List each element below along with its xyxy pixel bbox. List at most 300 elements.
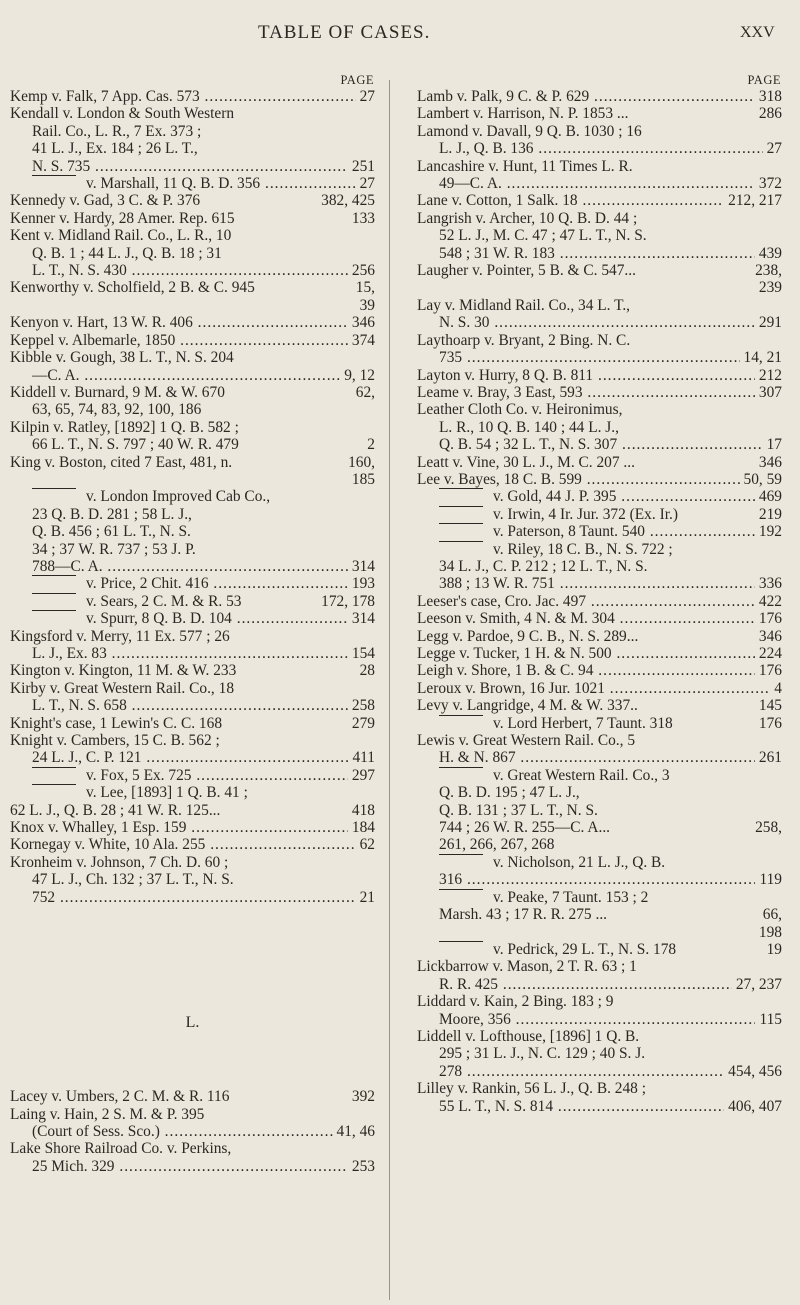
case-citation: Kenworthy v. Scholfield, 2 B. & C. 945 [10, 279, 255, 297]
case-entry-line [417, 436, 782, 453]
page-reference: 62, [355, 383, 375, 401]
case-citation: Lacey v. Umbers, 2 C. M. & R. 116 [10, 1088, 230, 1106]
case-entry [10, 819, 375, 836]
case-entry-line [10, 279, 375, 296]
case-citation: Kendall v. London & South Western [10, 105, 235, 123]
page-reference: 291 [758, 314, 782, 332]
case-entry [417, 297, 782, 332]
case-citation: 278 ..... [439, 1063, 724, 1080]
case-entry-line [417, 488, 782, 505]
case-entry-line [417, 227, 782, 244]
case-citation: Knight v. Cambers, 15 C. B. 562 ; [10, 732, 220, 750]
case-entry-line [417, 958, 782, 975]
case-entry-line [417, 1011, 782, 1028]
page-reference: 256 [351, 262, 375, 280]
page-reference: 14, 21 [743, 349, 782, 367]
case-entry [417, 958, 782, 993]
case-entry [10, 454, 375, 489]
page-column-label: PAGE [747, 73, 781, 87]
ditto-dash [32, 610, 76, 623]
case-citation: (Court of Sess. Sco.) ..... [32, 1123, 333, 1140]
case-entry-line [417, 558, 782, 575]
case-entry-line [10, 645, 375, 662]
case-entry-line [417, 575, 782, 592]
case-entry [10, 854, 375, 906]
case-entry [10, 715, 375, 732]
case-citation: Kirby v. Great Western Rail. Co., 18 [10, 679, 235, 697]
case-entry [10, 1106, 375, 1141]
case-entry [417, 610, 782, 627]
case-entry-line [417, 175, 782, 192]
case-entry [10, 610, 375, 627]
case-entry [10, 680, 375, 715]
case-entry-line [417, 367, 782, 384]
case-entry [417, 454, 782, 471]
case-citation: King v. Boston, cited 7 East, 481, n. [10, 453, 233, 471]
case-entry-line [417, 871, 782, 888]
page-reference: 418 [351, 801, 375, 819]
page-reference: 172, 178 [321, 592, 375, 610]
case-entry-line [10, 454, 375, 471]
page-reference: 279 [351, 714, 375, 732]
page-reference: 346 [351, 314, 375, 332]
case-citation: 41 L. J., Ex. 184 ; 26 L. T., [32, 140, 198, 158]
case-citation: Kent v. Midland Rail. Co., L. R., 10 [10, 227, 232, 245]
case-citation: 25 Mich. 329 ..... [32, 1158, 348, 1175]
case-citation: 34 ; 37 W. R. 737 ; 53 J. P. [32, 540, 196, 558]
case-citation: Lamb v. Palk, 9 C. & P. 629 ..... [417, 88, 755, 105]
case-entry-line [10, 401, 375, 418]
ditto-dash [439, 506, 483, 519]
case-citation: Lickbarrow v. Mason, 2 T. R. 63 ; 1 [417, 958, 637, 976]
case-citation: Lane v. Cotton, 1 Salk. 18 ..... [417, 192, 724, 209]
case-citation: Kronheim v. Johnson, 7 Ch. D. 60 ; [10, 853, 229, 871]
case-entry-line [417, 732, 782, 749]
case-entry-line [417, 941, 782, 958]
case-entry-line [10, 1140, 375, 1157]
case-citation: Leeser's case, Cro. Jac. 497 ..... [417, 593, 755, 610]
case-citation: v. Gold, 44 J. P. 395 ..... [493, 488, 755, 505]
page-reference: 62 [359, 836, 375, 854]
ditto-dash [439, 889, 483, 902]
case-entry-line [10, 836, 375, 853]
ditto-dash [32, 784, 76, 797]
case-entry-line [417, 1045, 782, 1062]
case-citation: Knight's case, 1 Lewin's C. C. 168 [10, 714, 223, 732]
case-entry [10, 105, 375, 175]
page-reference: 145 [758, 697, 782, 715]
case-entry [417, 384, 782, 401]
case-citation: 66 L. T., N. S. 797 ; 40 W. R. 479 [32, 436, 239, 454]
case-citation: v. Lord Herbert, 7 Taunt. 318 [493, 714, 673, 732]
case-entry-line [10, 349, 375, 366]
page-reference: 28 [359, 662, 375, 680]
case-entry [417, 993, 782, 1028]
case-entry-line [10, 210, 375, 227]
case-entry [417, 889, 782, 941]
case-citation: —C. A. ..... [32, 367, 340, 384]
case-citation: 63, 65, 74, 83, 92, 100, 186 [32, 401, 202, 419]
case-entry [417, 732, 782, 767]
case-entry-line [417, 854, 782, 871]
case-entry-line [417, 419, 782, 436]
case-citation: Lambert v. Harrison, N. P. 1853 ... [417, 105, 629, 123]
page-reference: 238, [755, 262, 782, 280]
page-reference: 314 [351, 557, 375, 575]
case-entry-line [10, 558, 375, 575]
case-citation: L. R., 10 Q. B. 140 ; 44 L. J., [439, 418, 619, 436]
case-list-l-right [417, 88, 782, 1115]
case-entry [417, 105, 782, 122]
case-citation: Laing v. Hain, 2 S. M. & P. 395 [10, 1105, 205, 1123]
case-citation: Lewis v. Great Western Rail. Co., 5 [417, 732, 636, 750]
page-reference: 41, 46 [336, 1122, 375, 1140]
page-reference: 297 [351, 766, 375, 784]
case-entry-line [417, 401, 782, 418]
case-citation: 548 ; 31 W. R. 183 ..... [439, 245, 755, 262]
case-citation: L. T., N. S. 430 ..... [32, 262, 348, 279]
case-entry [417, 628, 782, 645]
case-entry [10, 279, 375, 314]
case-entry-line [10, 889, 375, 906]
case-citation: Q. B. 1 ; 44 L. J., Q. B. 18 ; 31 [32, 244, 222, 262]
case-citation: Kennedy v. Gad, 3 C. & P. 376 [10, 192, 201, 210]
case-entry [417, 401, 782, 453]
case-citation: v. Spurr, 8 Q. B. D. 104 ..... [86, 610, 348, 627]
case-entry-line [10, 541, 375, 558]
case-citation: Kilpin v. Ratley, [1892] 1 Q. B. 582 ; [10, 418, 239, 436]
case-citation: Q. B. 131 ; 37 L. T., N. S. [439, 801, 598, 819]
case-entry-line [10, 488, 375, 505]
case-entry [417, 158, 782, 193]
case-citation: Kington v. Kington, 11 M. & W. 233 [10, 662, 237, 680]
case-entry-line [10, 871, 375, 888]
ditto-dash [32, 575, 76, 588]
case-entry-line [10, 610, 375, 627]
case-entry [417, 541, 782, 593]
case-entry-line [417, 105, 782, 122]
page-reference: 258, [755, 819, 782, 837]
case-citation [439, 279, 755, 296]
case-entry-line [417, 819, 782, 836]
case-entry [417, 523, 782, 540]
page-reference: 382, 425 [321, 192, 375, 210]
case-citation: Laythoarp v. Bryant, 2 Bing. N. C. [417, 331, 631, 349]
ditto-dash [32, 593, 76, 606]
page-reference: 372 [758, 175, 782, 193]
case-entry-line [417, 245, 782, 262]
page-reference: 27 [359, 88, 375, 105]
case-citation: v. Lee, [1893] 1 Q. B. 41 ; [86, 784, 248, 802]
case-citation: 261, 266, 267, 268 [439, 836, 555, 854]
page-header [0, 22, 800, 50]
case-entry-line [417, 767, 782, 784]
case-citation: Leeson v. Smith, 4 N. & M. 304 ..... [417, 610, 755, 627]
page-reference: 392 [351, 1088, 375, 1106]
case-citation: 55 L. T., N. S. 814 ..... [439, 1098, 724, 1115]
page-reference: 439 [758, 244, 782, 262]
page-reference: 115 [759, 1010, 782, 1028]
case-entry [10, 575, 375, 592]
case-entry-line [417, 628, 782, 645]
page-reference: 21 [359, 888, 375, 906]
page-reference: 212, 217 [728, 192, 782, 210]
case-citation: v. Irwin, 4 Ir. Jur. 372 (Ex. Ir.) [493, 505, 678, 523]
case-citation: Layton v. Hurry, 8 Q. B. 811 ..... [417, 367, 755, 384]
case-entry-line [10, 367, 375, 384]
case-citation: 23 Q. B. D. 281 ; 58 L. J., [32, 505, 192, 523]
case-citation: 752 ..... [32, 889, 356, 906]
case-entry-line [417, 924, 782, 941]
case-entry-line [417, 593, 782, 610]
page-reference: 346 [758, 453, 782, 471]
page-reference: 314 [351, 610, 375, 628]
case-citation: 49—C. A. ..... [439, 175, 755, 192]
case-entry-line [10, 523, 375, 540]
case-citation: Kornegay v. White, 10 Ala. 255 ..... [10, 836, 356, 853]
case-entry-line [10, 88, 375, 105]
case-entry-line [417, 314, 782, 331]
case-entry-line [10, 784, 375, 801]
case-citation: Keppel v. Albemarle, 1850 ..... [10, 332, 348, 349]
case-entry-line [10, 1158, 375, 1175]
case-entry-line [417, 802, 782, 819]
case-entry-line [10, 105, 375, 122]
ditto-dash [439, 541, 483, 554]
case-citation: v. Nicholson, 21 L. J., Q. B. [493, 853, 666, 871]
case-entry-line [417, 1063, 782, 1080]
case-entry [10, 784, 375, 819]
case-citation: Legg v. Pardoe, 9 C. B., N. S. 289... [417, 627, 639, 645]
case-citation: Lilley v. Rankin, 56 L. J., Q. B. 248 ; [417, 1080, 646, 1098]
case-citation: 24 L. J., C. P. 121 ..... [32, 749, 348, 766]
case-entry-line [10, 802, 375, 819]
page-reference: 253 [351, 1157, 375, 1175]
page-reference: 318 [758, 88, 782, 105]
case-entry-line [417, 262, 782, 279]
case-entry-line [10, 662, 375, 679]
page-reference: 4 [774, 679, 782, 697]
ditto-dash [32, 488, 76, 501]
case-entry [417, 488, 782, 505]
case-citation: Leather Cloth Co. v. Heironimus, [417, 401, 623, 419]
case-entry-line [417, 506, 782, 523]
case-entry-line [417, 889, 782, 906]
page-reference: 27 [766, 140, 782, 158]
page-reference: 286 [758, 105, 782, 123]
case-citation: 788—C. A. ..... [32, 558, 348, 575]
case-citation: Leatt v. Vine, 30 L. J., M. C. 207 ... [417, 453, 635, 471]
case-entry-line [10, 749, 375, 766]
case-citation: v. Marshall, 11 Q. B. D. 356 ..... [86, 175, 356, 192]
case-entry-line [417, 662, 782, 679]
case-citation: 316 ..... [439, 871, 755, 888]
ditto-dash [32, 767, 76, 780]
case-citation: Kemp v. Falk, 7 App. Cas. 573 ..... [10, 88, 356, 105]
case-citation: v. Sears, 2 C. M. & R. 53 [86, 592, 242, 610]
case-entry [10, 1088, 375, 1105]
case-citation: 52 L. J., M. C. 47 ; 47 L. T., N. S. [439, 227, 647, 245]
case-entry [10, 227, 375, 279]
case-citation: 34 L. J., C. P. 212 ; 12 L. T., N. S. [439, 557, 648, 575]
case-citation: Moore, 356 ..... [439, 1011, 755, 1028]
case-entry-line [417, 158, 782, 175]
case-citation: N. S. 30 ..... [439, 314, 755, 331]
page-number: XXV [740, 24, 775, 41]
case-citation: Leroux v. Brown, 16 Jur. 1021 ..... [417, 680, 770, 697]
case-citation: L. T., N. S. 658 ..... [32, 697, 348, 714]
case-entry-line [10, 384, 375, 401]
right-column [417, 72, 782, 1115]
case-entry-line [10, 854, 375, 871]
case-citation: Lamond v. Davall, 9 Q. B. 1030 ; 16 [417, 122, 642, 140]
page-reference: 469 [758, 488, 782, 506]
case-entry [10, 1140, 375, 1175]
case-citation: Kibble v. Gough, 38 L. T., N. S. 204 [10, 349, 234, 367]
page-column-label: PAGE [340, 73, 374, 87]
case-entry-line [417, 471, 782, 488]
case-entry-line [417, 140, 782, 157]
case-entry-line [10, 1123, 375, 1140]
ditto-dash [32, 175, 76, 188]
page-reference: 176 [758, 610, 782, 628]
case-entry-line [10, 697, 375, 714]
ditto-dash [439, 523, 483, 536]
page-reference: 119 [759, 871, 782, 889]
ditto-dash [439, 854, 483, 867]
case-entry [417, 367, 782, 384]
page-reference: 154 [351, 645, 375, 662]
case-entry [417, 506, 782, 523]
case-citation: Lake Shore Railroad Co. v. Perkins, [10, 1140, 232, 1158]
case-entry-line [10, 436, 375, 453]
case-citation: Kenner v. Hardy, 28 Amer. Rep. 615 [10, 209, 235, 227]
case-entry-line [10, 245, 375, 262]
page-reference: 346 [758, 627, 782, 645]
page-reference: 66, [762, 906, 782, 924]
page-reference: 251 [351, 157, 375, 175]
case-citation: Liddard v. Kain, 2 Bing. 183 ; 9 [417, 993, 614, 1011]
case-citation: H. & N. 867 ..... [439, 749, 755, 766]
case-citation: v. Price, 2 Chit. 416 ..... [86, 575, 348, 592]
case-entry [10, 593, 375, 610]
page-reference: 160, [348, 453, 375, 471]
case-citation: 62 L. J., Q. B. 28 ; 41 W. R. 125... [10, 801, 221, 819]
page-reference: 50, 59 [743, 470, 782, 488]
case-entry [10, 662, 375, 679]
page-title: TABLE OF CASES. [258, 22, 431, 43]
case-entry [10, 314, 375, 331]
page-reference: 185 [351, 470, 375, 488]
ditto-dash [439, 941, 483, 954]
case-entry [10, 175, 375, 192]
case-entry-line [10, 227, 375, 244]
case-citation: 388 ; 13 W. R. 751 ..... [439, 575, 755, 592]
case-entry-line [10, 419, 375, 436]
case-entry [417, 88, 782, 105]
case-entry-line [417, 610, 782, 627]
case-citation: Legge v. Tucker, 1 H. & N. 500 ..... [417, 645, 755, 662]
case-entry-line [417, 123, 782, 140]
ditto-dash [439, 715, 483, 728]
page-reference: 176 [758, 714, 782, 732]
case-citation: L. J., Ex. 83 ..... [32, 645, 348, 662]
case-entry-line [10, 192, 375, 209]
case-citation: Langrish v. Archer, 10 Q. B. D. 44 ; [417, 209, 638, 227]
page-reference: 422 [758, 592, 782, 610]
case-entry [417, 767, 782, 854]
case-entry [417, 697, 782, 714]
case-entry-line [10, 140, 375, 157]
case-entry-line [417, 332, 782, 349]
case-entry [10, 332, 375, 349]
case-citation [32, 297, 356, 314]
case-entry-line [10, 471, 375, 488]
case-citation: v. Peake, 7 Taunt. 153 ; 2 [493, 888, 649, 906]
case-entry-line [10, 767, 375, 784]
case-entry [10, 88, 375, 105]
case-entry-line [10, 332, 375, 349]
page-reference: 27 [359, 175, 375, 193]
page-reference: 133 [351, 209, 375, 227]
case-entry-line [417, 976, 782, 993]
case-entry-line [417, 836, 782, 853]
case-entry [417, 1080, 782, 1115]
page-reference: 411 [352, 749, 375, 767]
left-column [10, 72, 375, 1175]
case-citation: Kiddell v. Burnard, 9 M. & W. 670 [10, 383, 225, 401]
case-entry-line [10, 715, 375, 732]
case-entry [10, 836, 375, 853]
page-reference: 374 [351, 331, 375, 349]
page-reference: 39 [359, 296, 375, 314]
page-reference: 261 [758, 749, 782, 767]
case-citation: 735 ..... [439, 349, 740, 366]
ditto-dash [439, 488, 483, 501]
case-citation: v. Pedrick, 29 L. T., N. S. 178 [493, 940, 677, 958]
page-reference: 219 [758, 505, 782, 523]
section-letter: L. [185, 1014, 200, 1032]
case-entry-line [417, 1028, 782, 1045]
case-entry-line [417, 749, 782, 766]
page-reference: 307 [758, 383, 782, 401]
page-reference: 336 [758, 575, 782, 593]
page-reference: 212 [758, 366, 782, 384]
case-entry [10, 628, 375, 663]
case-citation: L. J., Q. B. 136 ..... [439, 140, 763, 157]
case-citation: Q. B. D. 195 ; 47 L. J., [439, 784, 580, 802]
case-entry-line [417, 384, 782, 401]
case-entry-line [10, 506, 375, 523]
page-reference: 184 [351, 819, 375, 837]
page-reference: 15, [355, 279, 375, 297]
case-entry-line [10, 123, 375, 140]
case-list-l-left [10, 1088, 375, 1175]
case-entry-line [417, 697, 782, 714]
case-entry-line [10, 158, 375, 175]
case-list-k [10, 88, 375, 906]
case-entry-line [417, 1098, 782, 1115]
case-citation: Rail. Co., L. R., 7 Ex. 373 ; [32, 122, 202, 140]
case-citation: Kingsford v. Merry, 11 Ex. 577 ; 26 [10, 627, 230, 645]
case-citation: v. Riley, 18 C. B., N. S. 722 ; [493, 540, 673, 558]
case-entry-line [417, 88, 782, 105]
case-entry-line [417, 523, 782, 540]
case-citation: Marsh. 43 ; 17 R. R. 275 ... [439, 906, 608, 924]
case-citation: Knox v. Whalley, 1 Esp. 159 ..... [10, 819, 348, 836]
case-entry-line [10, 575, 375, 592]
case-entry-line [10, 1106, 375, 1123]
